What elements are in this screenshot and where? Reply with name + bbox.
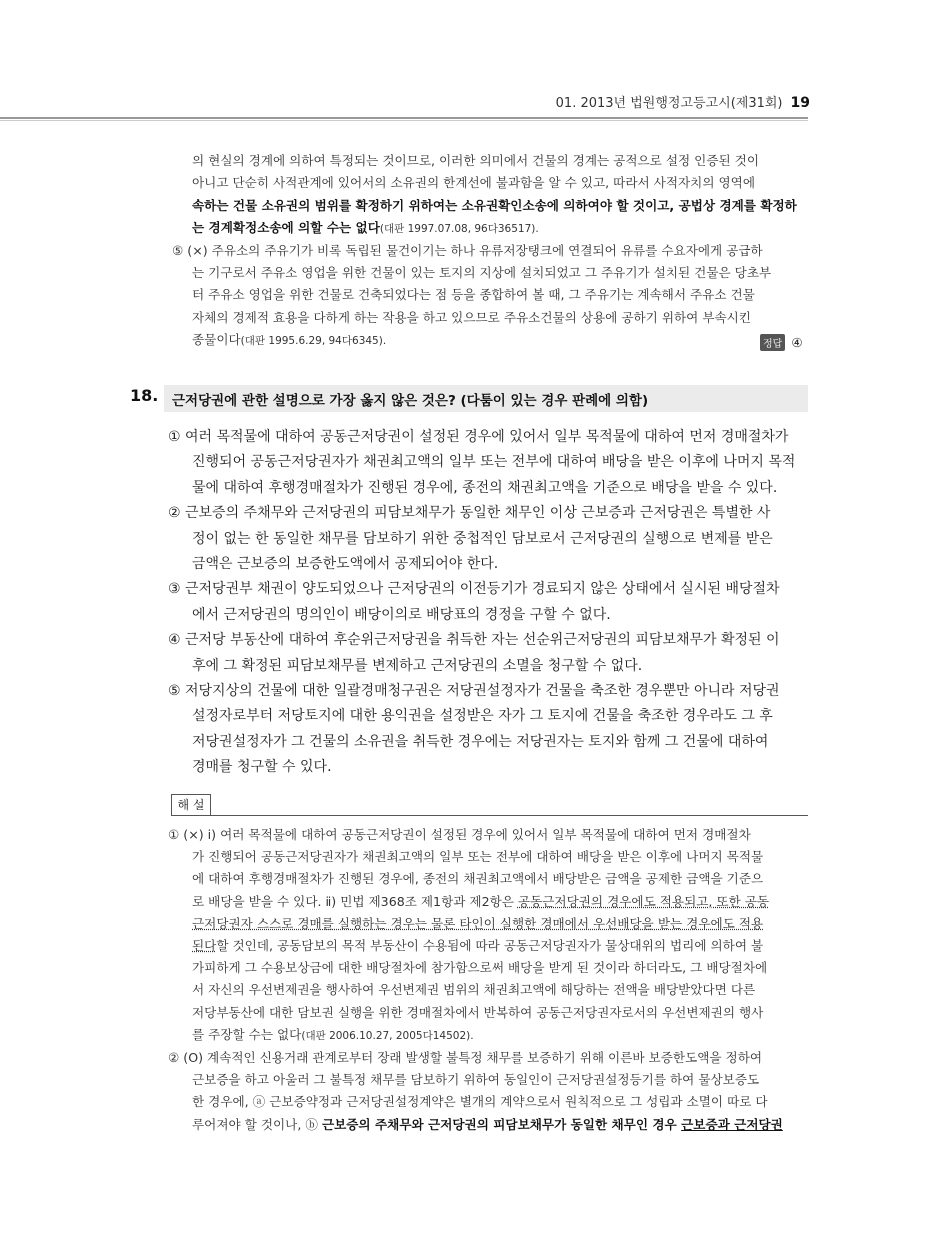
bold-text: 근보증의 주채무와 근저당권의 피담보채무가 동일한 채무인 경우 — [321, 1116, 682, 1132]
bold-text: 는 경계확정소송에 의할 수는 없다 — [192, 220, 380, 236]
page-number: 19 — [790, 95, 810, 111]
underlined-text: 공동근저당권의 경우에도 적용되고, 또한 공동 — [517, 893, 770, 909]
underlined-text: 된다 — [192, 938, 217, 954]
option-line: 에서 근저당권의 명의인이 배당이의로 배당표의 경정을 구할 수 없다. — [192, 606, 611, 623]
question-number: 18. — [130, 386, 159, 405]
text-line: ⑤ (×) 주유소의 주유기가 비록 독립된 물건이기는 하나 유류저장탱크에 연결되어 유류를 수요자에게 공급하 — [172, 243, 763, 258]
text-line: ② (O) 계속적인 신용거래 관계로부터 장래 발생할 불특정 채무를 보증하기 위해 이른바 보증한도액을 정하여 — [168, 1050, 763, 1066]
text-line: 터 주유소 영업을 위한 건물로 건축되었다는 점 등을 종합하여 볼 때, 그 주유기는 계속해서 주유소 건물 — [192, 287, 755, 303]
option-line: 후에 그 확정된 피담보채무를 변제하고 근저당권의 소멸을 청구할 수 없다. — [192, 657, 643, 674]
text-line — [192, 329, 771, 352]
underlined-text: 근보증과 근저당권 — [681, 1116, 783, 1132]
option-line: 물에 대하여 후행경매절차가 진행된 경우에, 종전의 채권최고액을 기준으로 배당을 받을 수 있다. — [192, 479, 778, 496]
text-span: 를 주장할 수는 없다 — [192, 1026, 302, 1042]
header-title: 01. 2013년 법원행정고등고시(제31회) — [555, 96, 783, 111]
citation: (대판 2006.10.27, 2005다14502). — [301, 1029, 474, 1042]
text-span: 할 것인데, 공동담보의 목적 부동산이 수용됨에 따라 공동근저당권자가 물상대위의 법리에 의하여 불 — [216, 938, 764, 954]
text-line: 서 자신의 우선변제권을 행사하여 우선변제권 범위의 채권최고액에 해당하는 전액을 배당받았다면 다른 — [192, 982, 756, 998]
text-line — [168, 891, 783, 913]
text-line: 아니고 단순히 사적관계에 있어서의 소유권의 한계선에 불과함을 알 수 있고, 따라서 사적자치의 영역에 — [192, 175, 755, 191]
text-line: 는 기구로서 주유소 영업을 위한 건물이 있는 토지의 지상에 설치되었고 그 주유기가 설치된 건물은 당초부 — [192, 265, 772, 280]
option-line: ④ 근저당 부동산에 대하여 후순위근저당권을 취득한 자는 선순위근저당권의 피담보채무가 확정된 이 — [168, 632, 780, 649]
option-line: 금액은 근보증의 보증한도액에서 공제되어야 한다. — [192, 556, 499, 573]
text-line: 가피하게 그 수용보상금에 대한 배당절차에 참가함으로써 배당을 받게 된 것이라 하더라도, 그 배당절차에 — [192, 960, 768, 976]
answer-indicator — [760, 334, 803, 351]
option-line: 경매를 청구할 수 있다. — [192, 759, 332, 776]
prev-explanation-5 — [172, 240, 763, 262]
option-line: 설정자로부터 저당토지에 대한 용익권을 설정받은 자가 그 토지에 건물을 축조한 경우라도 그 후 — [192, 708, 773, 725]
header-rule — [0, 117, 808, 119]
text-line: 저당부동산에 대한 담보권 실행을 위한 경매절차에서 반복하여 공동근저당권자로서의 우선변제권의 행사 — [192, 1004, 764, 1020]
text-line: ① (×) ⅰ) 여러 목적물에 대하여 공동근저당권이 설정된 경우에 있어서 일부 목적물에 대하여 먼저 경매절차 — [168, 827, 751, 842]
prev-explanation — [192, 150, 797, 241]
text-line: 근저당권자 스스로 경매를 실행하는 경우는 물론 타인이 실행한 경매에서 우선배당을 받는 경우에도 적용 — [192, 915, 764, 931]
text-line: 가 진행되어 공동근저당권자가 채권최고액의 일부 또는 전부에 대하여 배당을 받은 이후에 나머지 목적물 — [192, 849, 764, 865]
option-line: ① 여러 목적물에 대하여 공동근저당권이 설정된 경우에 있어서 일부 목적물에 대하여 먼저 경매절차가 — [168, 429, 789, 445]
solution-rule — [171, 815, 808, 816]
text-line — [192, 217, 797, 240]
solution-body — [168, 824, 783, 1136]
option-line: 정이 없는 한 동일한 채무를 담보하기 위한 중첩적인 담보로서 근저당권의 실행으로 변제를 받은 — [192, 530, 773, 547]
text-line: 의 현실의 경계에 의하여 특정되는 것이므로, 이러한 의미에서 건물의 경계는 공적으로 설정 인증된 것이 — [192, 153, 759, 168]
citation: (대판 1995.6.29, 94다6345). — [240, 335, 387, 348]
text-span: 루어져야 할 것이나, ⓑ — [192, 1116, 322, 1132]
text-line: 자체의 경제적 효용을 다하게 하는 작용을 하고 있으므로 주유소건물의 상용에 공하기 위하여 부속시킨 — [192, 309, 751, 325]
option-line: 저당권설정자가 그 건물의 소유권을 취득한 경우에는 저당권자는 토지와 함께 그 건물에 대하여 — [192, 733, 769, 750]
solution-label: 해 설 — [171, 794, 211, 816]
prev-explanation-5-cont — [192, 262, 771, 353]
text-line: 근보증을 하고 아울러 그 불특정 채무를 담보하기 위하여 동일인이 근저당권설정등기를 하여 물상보증도 — [192, 1072, 760, 1088]
text-line — [168, 1114, 783, 1136]
option-line: 진행되어 공동근저당권자가 채권최고액의 일부 또는 전부에 대하여 배당을 받은 이후에 나머지 목적 — [192, 454, 796, 471]
text-line — [168, 1024, 783, 1047]
option-line: ⑤ 저당지상의 건물에 대한 일괄경매청구권은 저당권설정자가 건물을 축조한 경우뿐만 아니라 저당권 — [168, 683, 780, 700]
option-line: ② 근보증의 주채무와 근저당권의 피담보채무가 동일한 채무인 이상 근보증과 근저당권은 특별한 사 — [168, 505, 771, 522]
text-span: 로 배당을 받을 수 있다. ⅱ) 민법 제368조 제1항과 제2항은 — [192, 893, 518, 909]
option-line: ③ 근저당권부 채권이 양도되었으나 근저당권의 이전등기가 경료되지 않은 상태에서 실시된 배당절차 — [168, 581, 780, 598]
citation: (대판 1997.07.08, 96다36517). — [379, 223, 539, 236]
text-line: 속하는 건물 소유권의 범위를 확정하기 위하여는 소유권확인소송에 의하여야 할 것이고, 공법상 경계를 확정하 — [192, 197, 797, 213]
header-rule-thin — [0, 120, 808, 121]
text-span: 종물이다 — [192, 332, 241, 348]
page-header — [120, 92, 810, 112]
text-line: 에 대하여 후행경매절차가 진행된 경우에, 종전의 채권최고액에서 배당받은 금액을 공제한 금액을 기준으 — [192, 871, 764, 887]
text-line — [168, 935, 783, 957]
answer-tag: 정답 — [760, 334, 785, 351]
text-line: 한 경우에, ⓐ 근보증약정과 근저당권설정계약은 별개의 계약으로서 원칙적으로 그 성립과 소멸이 따로 다 — [192, 1094, 768, 1110]
question-text: 근저당권에 관한 설명으로 가장 옳지 않은 것은? (다툼이 있는 경우 판례에 의함) — [172, 393, 649, 409]
answer-value: ④ — [791, 335, 803, 350]
question-options — [168, 425, 795, 781]
